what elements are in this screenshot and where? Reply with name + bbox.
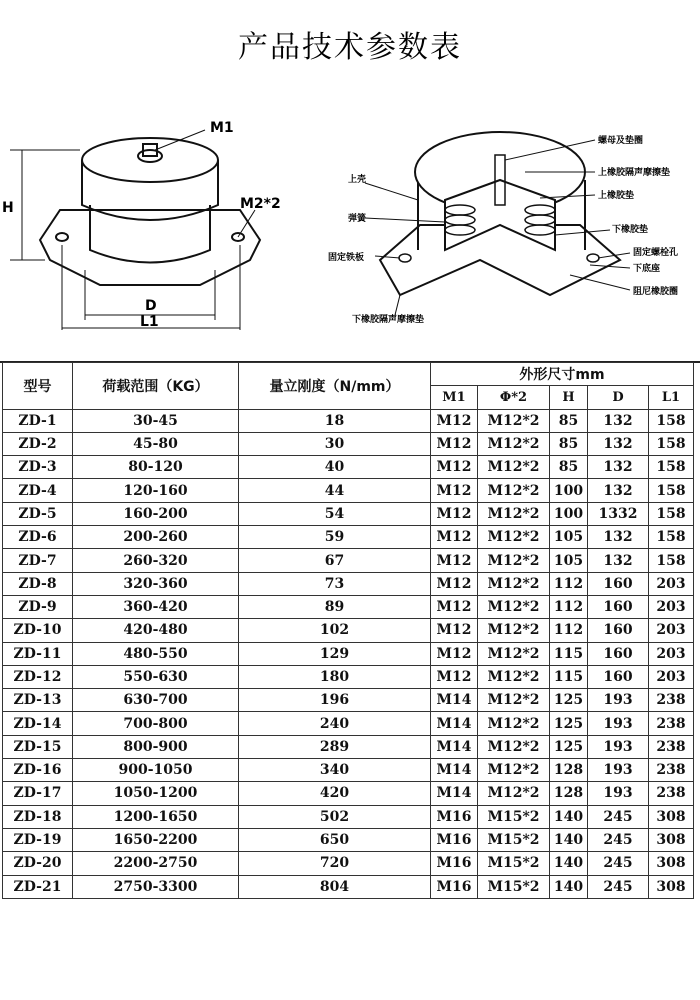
cell-load-range: 1200-1650 — [73, 805, 239, 828]
table-row — [3, 712, 694, 735]
cell-model: ZD-19 — [3, 828, 73, 851]
spec-table — [2, 362, 694, 899]
header-phi: Φ*2 — [478, 386, 550, 409]
cell-model: ZD-9 — [3, 595, 73, 618]
label-upper-rubber-friction-pad: 上橡胶隔声摩擦垫 — [598, 168, 671, 178]
table-row — [3, 875, 694, 898]
cell-h: 100 — [550, 502, 588, 525]
table-row — [3, 572, 694, 595]
table-row — [3, 549, 694, 572]
cell-phi: M15*2 — [478, 852, 550, 875]
cell-l1: 158 — [649, 549, 694, 572]
cell-l1: 308 — [649, 828, 694, 851]
cell-l1: 203 — [649, 642, 694, 665]
cell-phi: M12*2 — [478, 665, 550, 688]
cell-model: ZD-6 — [3, 526, 73, 549]
cell-d: 132 — [588, 432, 649, 455]
cell-phi: M12*2 — [478, 595, 550, 618]
cell-load-range: 800-900 — [73, 735, 239, 758]
header-m1: M1 — [431, 386, 478, 409]
table-row — [3, 828, 694, 851]
cell-l1: 308 — [649, 805, 694, 828]
cell-phi: M12*2 — [478, 712, 550, 735]
cell-h: 85 — [550, 456, 588, 479]
cell-stiffness: 44 — [239, 479, 431, 502]
cell-l1: 158 — [649, 432, 694, 455]
cell-d: 160 — [588, 572, 649, 595]
cell-stiffness: 73 — [239, 572, 431, 595]
cell-d: 132 — [588, 479, 649, 502]
cell-l1: 158 — [649, 409, 694, 432]
label-h: H — [2, 200, 14, 216]
table-row — [3, 595, 694, 618]
cell-phi: M12*2 — [478, 432, 550, 455]
cell-stiffness: 196 — [239, 689, 431, 712]
cell-d: 193 — [588, 735, 649, 758]
label-l1: L1 — [140, 314, 159, 330]
cell-load-range: 200-260 — [73, 526, 239, 549]
header-stiffness: 量立刚度（N/mm） — [239, 363, 431, 410]
header-d: D — [588, 386, 649, 409]
cell-h: 128 — [550, 782, 588, 805]
cell-model: ZD-17 — [3, 782, 73, 805]
cell-load-range: 160-200 — [73, 502, 239, 525]
cell-h: 125 — [550, 735, 588, 758]
cell-phi: M15*2 — [478, 875, 550, 898]
cell-m1: M12 — [431, 595, 478, 618]
cell-model: ZD-12 — [3, 665, 73, 688]
cell-m1: M12 — [431, 642, 478, 665]
cell-phi: M15*2 — [478, 828, 550, 851]
cell-m1: M12 — [431, 549, 478, 572]
cell-h: 85 — [550, 432, 588, 455]
cell-stiffness: 804 — [239, 875, 431, 898]
cell-d: 245 — [588, 828, 649, 851]
label-m2: M2*2 — [240, 196, 281, 212]
cell-stiffness: 18 — [239, 409, 431, 432]
header-l1: L1 — [649, 386, 694, 409]
cell-d: 193 — [588, 759, 649, 782]
cell-h: 105 — [550, 526, 588, 549]
cell-d: 132 — [588, 526, 649, 549]
cell-stiffness: 720 — [239, 852, 431, 875]
table-row — [3, 805, 694, 828]
cell-stiffness: 502 — [239, 805, 431, 828]
mount-cross-section-diagram — [300, 110, 700, 330]
table-row — [3, 735, 694, 758]
table-row — [3, 852, 694, 875]
table-row — [3, 409, 694, 432]
cell-d: 1332 — [588, 502, 649, 525]
cell-l1: 238 — [649, 689, 694, 712]
label-bolt-hole: 固定螺栓孔 — [633, 248, 679, 258]
cell-m1: M12 — [431, 619, 478, 642]
cell-phi: M12*2 — [478, 782, 550, 805]
cell-h: 112 — [550, 619, 588, 642]
cell-m1: M16 — [431, 828, 478, 851]
cell-stiffness: 102 — [239, 619, 431, 642]
cell-h: 140 — [550, 828, 588, 851]
cell-load-range: 360-420 — [73, 595, 239, 618]
cell-load-range: 480-550 — [73, 642, 239, 665]
cell-load-range: 700-800 — [73, 712, 239, 735]
cell-stiffness: 129 — [239, 642, 431, 665]
cell-model: ZD-2 — [3, 432, 73, 455]
cell-d: 193 — [588, 712, 649, 735]
cell-l1: 158 — [649, 502, 694, 525]
cell-l1: 203 — [649, 595, 694, 618]
cell-m1: M14 — [431, 735, 478, 758]
cell-stiffness: 340 — [239, 759, 431, 782]
table-row — [3, 479, 694, 502]
cell-d: 245 — [588, 875, 649, 898]
cell-m1: M14 — [431, 689, 478, 712]
label-lower-rubber-pad: 下橡胶垫 — [612, 225, 649, 235]
cell-model: ZD-10 — [3, 619, 73, 642]
cell-d: 132 — [588, 456, 649, 479]
cell-load-range: 260-320 — [73, 549, 239, 572]
cell-model: ZD-20 — [3, 852, 73, 875]
cell-l1: 158 — [649, 456, 694, 479]
cell-stiffness: 89 — [239, 595, 431, 618]
cell-phi: M12*2 — [478, 409, 550, 432]
cell-stiffness: 30 — [239, 432, 431, 455]
cell-phi: M12*2 — [478, 479, 550, 502]
cell-load-range: 1650-2200 — [73, 828, 239, 851]
label-nut-washer: 螺母及垫圈 — [598, 136, 644, 146]
cell-load-range: 45-80 — [73, 432, 239, 455]
cell-phi: M12*2 — [478, 502, 550, 525]
cell-h: 115 — [550, 665, 588, 688]
cell-l1: 238 — [649, 759, 694, 782]
cell-phi: M12*2 — [478, 735, 550, 758]
cell-stiffness: 650 — [239, 828, 431, 851]
cell-model: ZD-8 — [3, 572, 73, 595]
cell-stiffness: 59 — [239, 526, 431, 549]
cell-d: 160 — [588, 642, 649, 665]
cell-m1: M14 — [431, 782, 478, 805]
label-upper-shell: 上壳 — [348, 175, 367, 185]
cell-m1: M12 — [431, 409, 478, 432]
cell-model: ZD-11 — [3, 642, 73, 665]
cell-m1: M12 — [431, 432, 478, 455]
page-title: 产品技术参数表 — [238, 30, 462, 65]
cell-l1: 308 — [649, 875, 694, 898]
cell-stiffness: 240 — [239, 712, 431, 735]
cell-load-range: 30-45 — [73, 409, 239, 432]
header-h: H — [550, 386, 588, 409]
cell-model: ZD-15 — [3, 735, 73, 758]
cell-phi: M12*2 — [478, 642, 550, 665]
cell-h: 140 — [550, 852, 588, 875]
cell-load-range: 420-480 — [73, 619, 239, 642]
cell-phi: M12*2 — [478, 572, 550, 595]
cell-d: 160 — [588, 619, 649, 642]
cell-h: 112 — [550, 572, 588, 595]
header-load-range: 荷载范围（KG） — [73, 363, 239, 410]
label-fixed-iron-plate: 固定铁板 — [328, 253, 365, 263]
cell-load-range: 2200-2750 — [73, 852, 239, 875]
cell-load-range: 900-1050 — [73, 759, 239, 782]
cell-l1: 203 — [649, 619, 694, 642]
table-row — [3, 665, 694, 688]
cell-model: ZD-21 — [3, 875, 73, 898]
header-dimensions: 外形尺寸mm — [431, 363, 694, 386]
label-upper-rubber-pad: 上橡胶垫 — [598, 191, 635, 201]
cell-m1: M12 — [431, 456, 478, 479]
table-row — [3, 619, 694, 642]
label-lower-base: 下底座 — [633, 264, 661, 274]
cell-m1: M16 — [431, 805, 478, 828]
cell-stiffness: 180 — [239, 665, 431, 688]
table-row — [3, 432, 694, 455]
cell-m1: M16 — [431, 875, 478, 898]
table-row — [3, 782, 694, 805]
cell-phi: M15*2 — [478, 805, 550, 828]
cell-l1: 203 — [649, 665, 694, 688]
cell-phi: M12*2 — [478, 456, 550, 479]
cell-h: 112 — [550, 595, 588, 618]
cell-m1: M12 — [431, 572, 478, 595]
cell-d: 193 — [588, 782, 649, 805]
cell-stiffness: 67 — [239, 549, 431, 572]
cell-m1: M14 — [431, 759, 478, 782]
cell-phi: M12*2 — [478, 526, 550, 549]
cell-model: ZD-4 — [3, 479, 73, 502]
cell-m1: M12 — [431, 479, 478, 502]
label-spring: 弹簧 — [348, 214, 367, 224]
cell-h: 105 — [550, 549, 588, 572]
cell-load-range: 1050-1200 — [73, 782, 239, 805]
cell-d: 193 — [588, 689, 649, 712]
cell-h: 85 — [550, 409, 588, 432]
cell-model: ZD-3 — [3, 456, 73, 479]
cell-stiffness: 54 — [239, 502, 431, 525]
cell-h: 140 — [550, 805, 588, 828]
cell-l1: 158 — [649, 526, 694, 549]
cell-l1: 158 — [649, 479, 694, 502]
cell-l1: 238 — [649, 712, 694, 735]
table-row — [3, 456, 694, 479]
cell-l1: 238 — [649, 782, 694, 805]
table-row — [3, 502, 694, 525]
cell-model: ZD-7 — [3, 549, 73, 572]
cell-d: 160 — [588, 665, 649, 688]
cell-load-range: 2750-3300 — [73, 875, 239, 898]
cell-model: ZD-5 — [3, 502, 73, 525]
cell-d: 245 — [588, 805, 649, 828]
cell-m1: M12 — [431, 502, 478, 525]
label-d: D — [145, 298, 157, 314]
cell-phi: M12*2 — [478, 619, 550, 642]
cell-model: ZD-1 — [3, 409, 73, 432]
table-row — [3, 526, 694, 549]
label-m1: M1 — [210, 120, 234, 136]
cell-h: 100 — [550, 479, 588, 502]
cell-load-range: 80-120 — [73, 456, 239, 479]
cell-m1: M14 — [431, 712, 478, 735]
cell-l1: 203 — [649, 572, 694, 595]
cell-m1: M16 — [431, 852, 478, 875]
cell-model: ZD-14 — [3, 712, 73, 735]
cell-model: ZD-16 — [3, 759, 73, 782]
cell-d: 245 — [588, 852, 649, 875]
table-row — [3, 642, 694, 665]
cell-load-range: 120-160 — [73, 479, 239, 502]
cell-d: 132 — [588, 409, 649, 432]
cell-load-range: 550-630 — [73, 665, 239, 688]
cell-stiffness: 420 — [239, 782, 431, 805]
cell-stiffness: 40 — [239, 456, 431, 479]
cell-l1: 238 — [649, 735, 694, 758]
cell-d: 132 — [588, 549, 649, 572]
cell-h: 125 — [550, 689, 588, 712]
cell-l1: 308 — [649, 852, 694, 875]
mount-dimension-diagram — [0, 110, 300, 340]
table-row — [3, 689, 694, 712]
label-lower-rubber-friction-pad: 下橡胶隔声摩擦垫 — [352, 315, 425, 325]
cell-phi: M12*2 — [478, 759, 550, 782]
cell-stiffness: 289 — [239, 735, 431, 758]
cell-h: 140 — [550, 875, 588, 898]
cell-load-range: 630-700 — [73, 689, 239, 712]
cell-m1: M12 — [431, 665, 478, 688]
cell-phi: M12*2 — [478, 549, 550, 572]
cell-model: ZD-13 — [3, 689, 73, 712]
table-row — [3, 759, 694, 782]
header-model: 型号 — [3, 363, 73, 410]
cell-load-range: 320-360 — [73, 572, 239, 595]
label-damping-rubber-ring: 阻尼橡胶圈 — [633, 287, 679, 297]
cell-d: 160 — [588, 595, 649, 618]
cell-h: 128 — [550, 759, 588, 782]
cell-h: 115 — [550, 642, 588, 665]
cell-model: ZD-18 — [3, 805, 73, 828]
cell-m1: M12 — [431, 526, 478, 549]
cell-phi: M12*2 — [478, 689, 550, 712]
cell-h: 125 — [550, 712, 588, 735]
